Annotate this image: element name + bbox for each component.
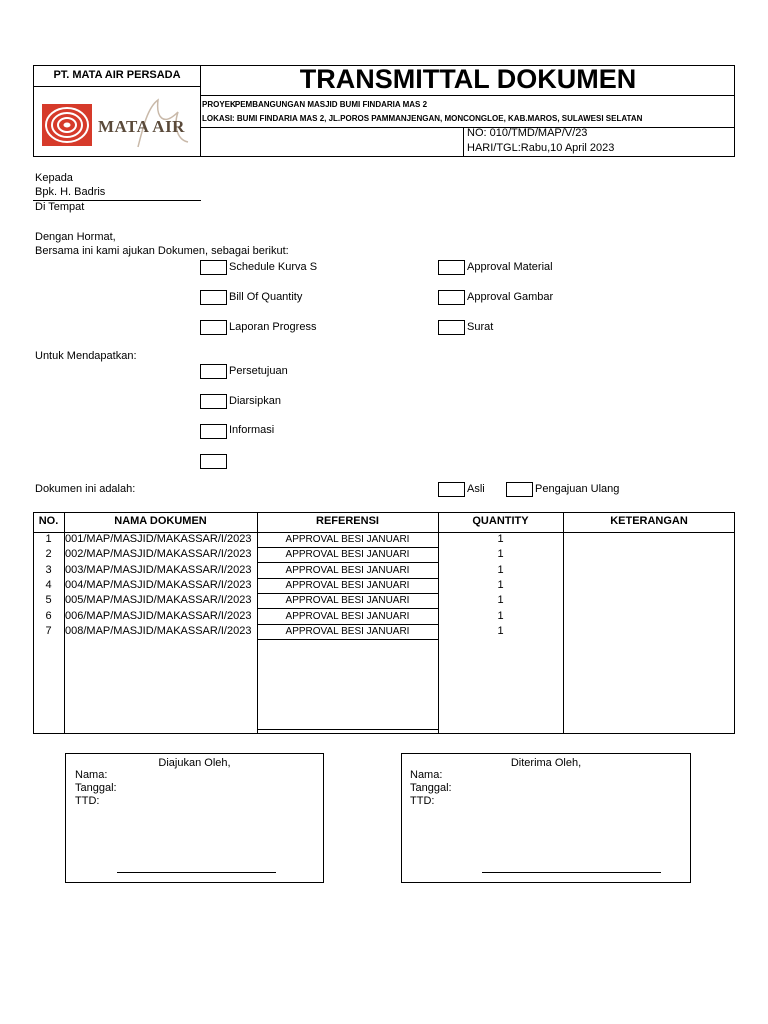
row-referensi: APPROVAL BESI JANUARI: [285, 625, 410, 637]
label-schedule-kurva-s: Schedule Kurva S: [229, 261, 318, 273]
row-nama-dokumen: 008/MAP/MASJID/MAKASSAR/I/2023: [65, 624, 252, 637]
row-quantity: 1: [497, 594, 504, 607]
col-divider-4: [563, 512, 564, 734]
document-title: TRANSMITTAL DOKUMEN: [299, 64, 637, 94]
received-nama-label: Nama:: [410, 769, 443, 781]
submitted-by-title: Diajukan Oleh,: [158, 757, 231, 769]
greeting: Dengan Hormat,: [35, 231, 116, 243]
row-referensi: APPROVAL BESI JANUARI: [285, 579, 410, 591]
checkbox-asli[interactable]: [438, 482, 465, 497]
submitted-ttd-label: TTD:: [75, 795, 100, 807]
purpose-label: Untuk Mendapatkan:: [35, 350, 137, 362]
row-nama-dokumen: 005/MAP/MASJID/MAKASSAR/I/2023: [65, 594, 252, 607]
submitted-tanggal-label: Tanggal:: [75, 782, 117, 794]
label-pengajuan-ulang: Pengajuan Ulang: [535, 483, 620, 495]
row-referensi: APPROVAL BESI JANUARI: [285, 534, 410, 545]
row-nama-dokumen: 001/MAP/MASJID/MAKASSAR/I/2023: [65, 533, 252, 545]
row-nama-dokumen: 006/MAP/MASJID/MAKASSAR/I/2023: [65, 609, 252, 622]
checkbox-diarsipkan[interactable]: [200, 394, 227, 409]
header-no: NO.: [38, 515, 59, 527]
row-nama-dokumen: 003/MAP/MASJID/MAKASSAR/I/2023: [65, 563, 252, 576]
company-name: PT. MATA AIR PERSADA: [53, 69, 181, 81]
document-date: HARI/TGL:Rabu,10 April 2023: [467, 142, 615, 154]
row-quantity: 1: [497, 533, 504, 545]
status-label: Dokumen ini adalah:: [35, 483, 136, 495]
received-signature-line: [482, 872, 661, 873]
label-laporan-progress: Laporan Progress: [229, 321, 317, 333]
title-underline: [200, 95, 735, 96]
received-tanggal-label: Tanggal:: [410, 782, 452, 794]
row-quantity: 1: [497, 548, 504, 561]
checkbox-persetujuan[interactable]: [200, 364, 227, 379]
intro-text: Bersama ini kami ajukan Dokumen, sebagai berikut:: [35, 245, 289, 257]
referensi-row-line: [257, 639, 438, 640]
checkbox-surat[interactable]: [438, 320, 465, 335]
label-approval-gambar: Approval Gambar: [467, 291, 554, 303]
kepada-label: Kepada: [35, 172, 73, 184]
referensi-footer-line-1: [257, 729, 438, 730]
row-no: 7: [45, 624, 52, 637]
di-tempat-label: Di Tempat: [35, 201, 85, 213]
row-nama-dokumen: 002/MAP/MASJID/MAKASSAR/I/2023: [65, 548, 252, 561]
row-quantity: 1: [497, 624, 504, 637]
submitted-nama-label: Nama:: [75, 769, 108, 781]
label-persetujuan: Persetujuan: [229, 365, 288, 377]
row-no: 4: [45, 578, 52, 591]
proyek-label: PROYEK: [202, 100, 236, 109]
checkbox-schedule-kurva-s[interactable]: [200, 260, 227, 275]
received-by-title: Diterima Oleh,: [510, 757, 582, 769]
checkbox-approval-gambar[interactable]: [438, 290, 465, 305]
received-ttd-label: TTD:: [410, 795, 435, 807]
checkbox-approval-material[interactable]: [438, 260, 465, 275]
row-no: 6: [45, 609, 52, 622]
row-referensi: APPROVAL BESI JANUARI: [285, 564, 410, 576]
row-referensi: APPROVAL BESI JANUARI: [285, 549, 410, 561]
checkbox-laporan-progress[interactable]: [200, 320, 227, 335]
header-quantity: QUANTITY: [472, 515, 529, 527]
no-divider: [463, 127, 464, 157]
lokasi-label: LOKASI: [202, 114, 233, 123]
row-no: 5: [45, 594, 52, 607]
label-bill-of-quantity: Bill Of Quantity: [229, 291, 303, 303]
label-approval-material: Approval Material: [467, 261, 553, 273]
row-no: 3: [45, 563, 52, 576]
row-referensi: APPROVAL BESI JANUARI: [285, 610, 410, 622]
recipient-name: Bpk. H. Badris: [35, 186, 106, 198]
label-asli: Asli: [467, 483, 485, 495]
proyek-value: : PEMBANGUNGAN MASJID BUMI FINDARIA MAS 2: [230, 100, 428, 109]
checkbox-blank[interactable]: [200, 454, 227, 469]
label-surat: Surat: [467, 321, 494, 333]
header-nama-dokumen: NAMA DOKUMEN: [114, 515, 207, 527]
company-name-underline: [33, 86, 201, 87]
row-no: 1: [45, 533, 52, 545]
submitted-signature-line: [117, 872, 276, 873]
row-quantity: 1: [497, 578, 504, 591]
checkbox-pengajuan-ulang[interactable]: [506, 482, 533, 497]
label-diarsipkan: Diarsipkan: [229, 395, 281, 407]
header-keterangan: KETERANGAN: [610, 515, 688, 527]
row-no: 2: [45, 548, 52, 561]
label-informasi: Informasi: [229, 424, 275, 436]
signature-box-received: [401, 753, 691, 883]
row-quantity: 1: [497, 563, 504, 576]
checkbox-bill-of-quantity[interactable]: [200, 290, 227, 305]
row-quantity: 1: [497, 609, 504, 622]
header-referensi: REFERENSI: [316, 515, 379, 527]
checkbox-informasi[interactable]: [200, 424, 227, 439]
document-number: NO: 010/TMD/MAP/V/23: [467, 127, 588, 139]
row-nama-dokumen: 004/MAP/MASJID/MAKASSAR/I/2023: [65, 578, 252, 591]
company-logo: [38, 92, 196, 152]
row-referensi: APPROVAL BESI JANUARI: [285, 595, 410, 607]
logo-text: MATA AIR: [98, 117, 185, 136]
lokasi-value: : BUMI FINDARIA MAS 2, JL.POROS PAMMANJENGAN, MONCONGLOE, KAB.MAROS, SULAWESI SELATAN: [232, 114, 643, 123]
